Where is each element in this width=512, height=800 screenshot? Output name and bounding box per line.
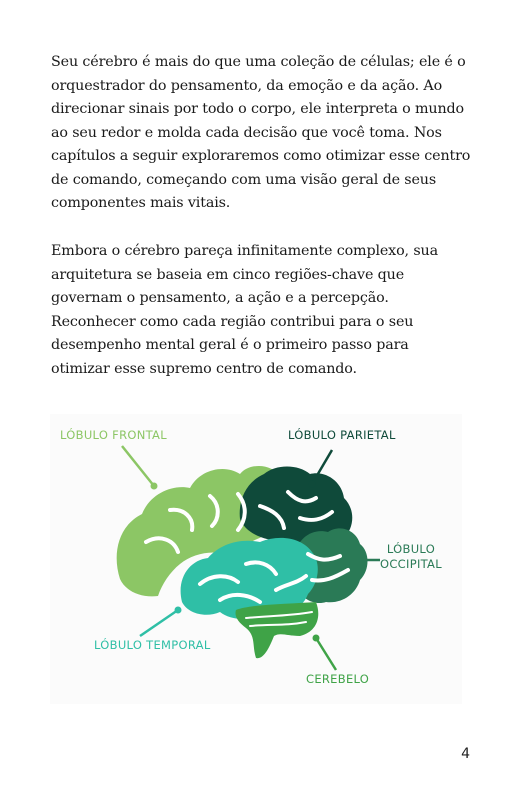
label-temporal-lobe: LÓBULO TEMPORAL [94, 638, 211, 652]
label-occipital-line-2: OCCIPITAL [380, 557, 442, 571]
page-number: 4 [461, 746, 470, 762]
label-occipital-line-1: LÓBULO [386, 542, 436, 556]
label-parietal-lobe: LÓBULO PARIETAL [288, 428, 396, 442]
intro-paragraph: Seu cérebro é mais do que uma coleção de células; ele é o orquestrador do pensamento, da emoção e da ação. Ao direcionar sinais por todo o corpo, ele interpreta o mundo ao seu redor e molda cada decisão que você toma. Nos capítulos a seguir exploraremos como otimizar esse centro de comando, começando com uma visão geral de seus componentes mais vitais. [51, 54, 471, 211]
label-occipital-lobe [380, 542, 442, 572]
brain-diagram [50, 414, 462, 704]
label-cerebellum: CEREBELO [306, 672, 370, 686]
label-frontal-lobe: LÓBULO FRONTAL [60, 428, 167, 442]
cerebellum-shape [235, 602, 318, 658]
regions-paragraph: Embora o cérebro pareça infinitamente complexo, sua arquitetura se baseia em cinco regiões-chave que governam o pensamento, a ação e a percepção. Reconhecer como cada região contribui para o seu desempenho mental geral é o primeiro passo para otimizar esse supremo centro de comando. [51, 243, 438, 377]
